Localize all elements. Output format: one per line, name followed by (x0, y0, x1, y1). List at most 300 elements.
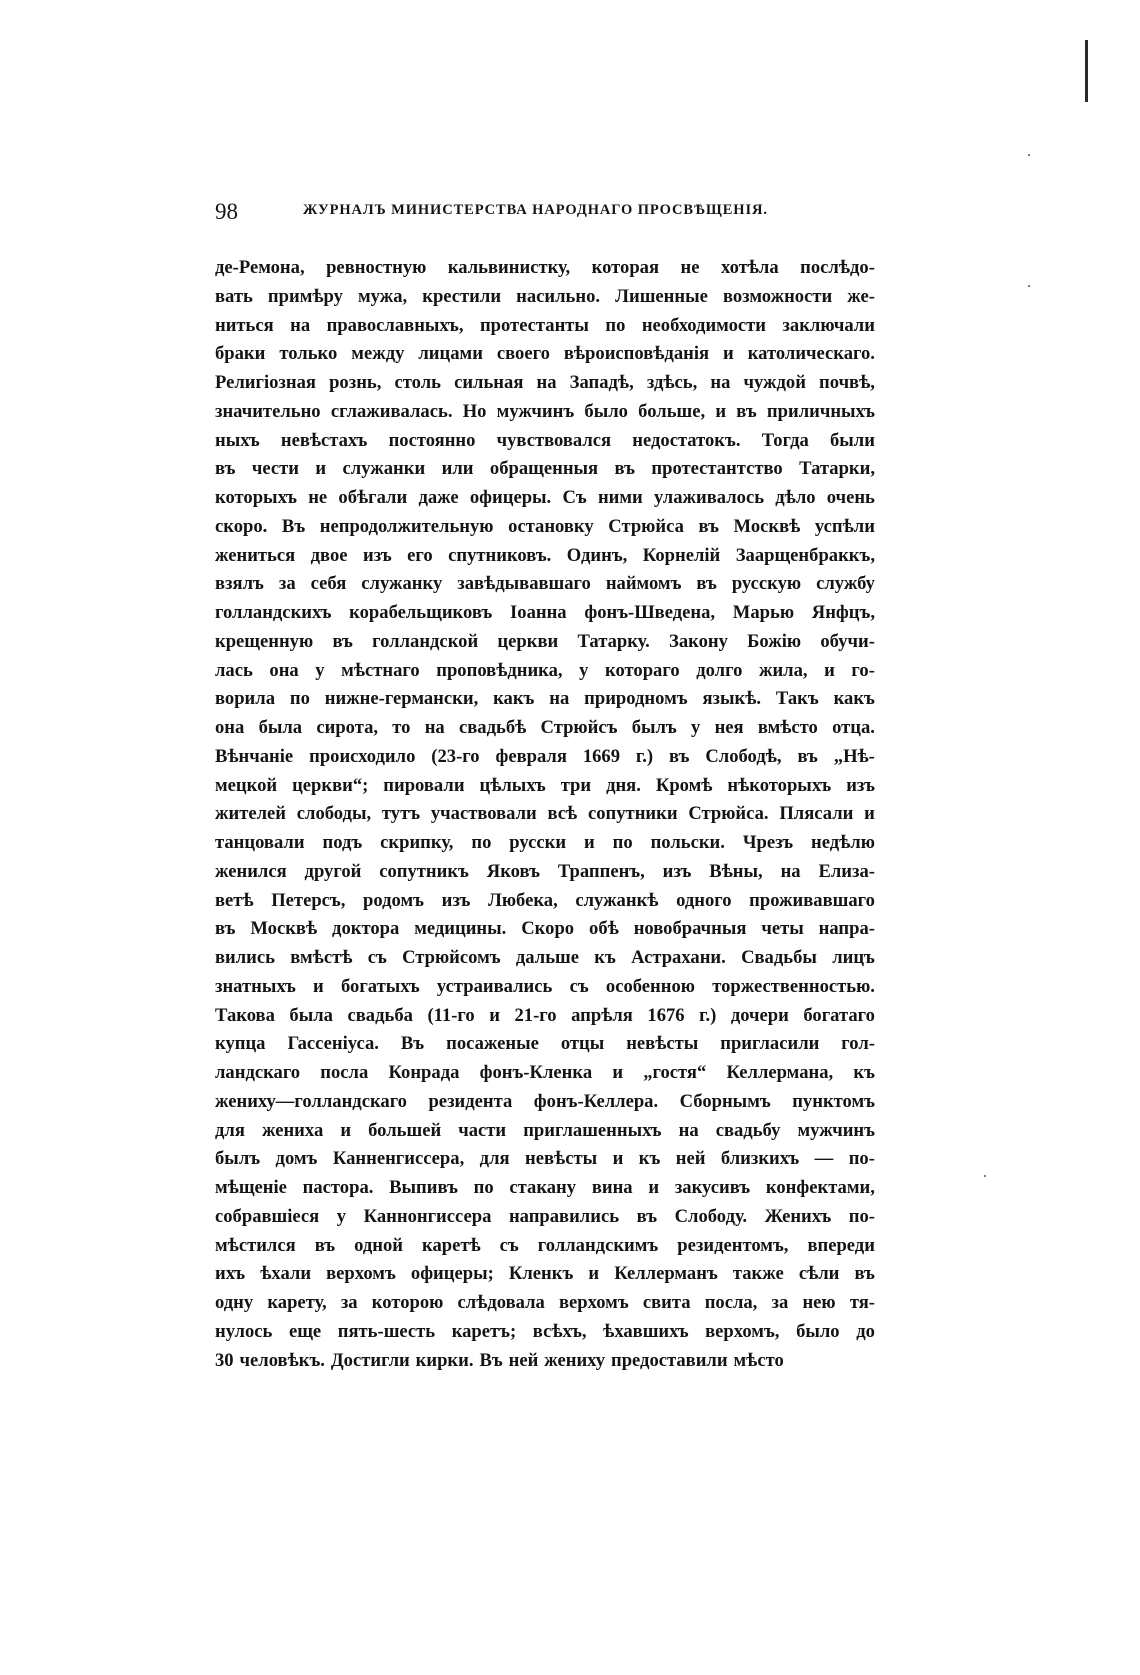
scan-edge-mark (1085, 40, 1088, 102)
word: предоставили (611, 1349, 728, 1371)
word: у (315, 659, 325, 681)
word: (23-го (431, 745, 480, 767)
word: вмѣстѣ (290, 947, 353, 968)
word: знатныхъ (215, 975, 296, 997)
word: завѣдывавшаго (457, 573, 591, 595)
word: спутниковъ. (448, 544, 552, 566)
word: Слободу. (674, 1205, 748, 1227)
word: Сборнымъ (679, 1090, 771, 1112)
text-line (215, 340, 875, 369)
word: Москвѣ (733, 515, 801, 537)
word: до (856, 1320, 875, 1342)
word: Стрюйса. (688, 803, 769, 825)
text-line (215, 254, 875, 283)
word: Божію (747, 630, 802, 652)
text-line (215, 1059, 875, 1088)
word: пять-шесть (337, 1320, 436, 1342)
word: Келлермана, (726, 1062, 834, 1083)
word: голландскимъ (537, 1234, 659, 1256)
word: домъ (275, 1148, 318, 1170)
word: февраля (495, 745, 567, 767)
text-line (215, 1145, 875, 1174)
word: больше, (638, 400, 706, 422)
word: же- (847, 285, 875, 307)
word: лицъ (832, 947, 875, 968)
word: скоро. (215, 515, 268, 537)
word: Стрюйсъ (540, 717, 618, 738)
word: чести (251, 458, 299, 480)
word: въ (736, 400, 757, 422)
text-line (215, 714, 875, 743)
word: карету, (267, 1292, 327, 1313)
word: и (489, 1004, 500, 1026)
word: даже (418, 487, 459, 508)
word: сопутникъ (379, 860, 469, 882)
word: скрипку, (380, 832, 454, 853)
word: католическаго. (747, 343, 875, 365)
text-line (215, 1347, 875, 1376)
word: обѣ (589, 918, 619, 940)
word: закусивъ (674, 1177, 751, 1198)
word: ныхъ (215, 429, 260, 451)
word: между (351, 343, 405, 365)
word: была (258, 717, 303, 738)
word: былъ (631, 717, 677, 738)
word: службу (816, 573, 875, 595)
word: служанку (361, 573, 443, 595)
word: Траппенъ, (557, 860, 645, 882)
word: протестанты (479, 314, 589, 336)
word: голландской (372, 630, 479, 652)
word: Плясали (779, 803, 854, 825)
text-line (215, 944, 875, 973)
word: „гостя“ (643, 1062, 707, 1083)
word: Въ (479, 1349, 503, 1371)
word: на (424, 717, 445, 738)
word: двое (310, 544, 348, 566)
word: Такова (215, 1004, 275, 1026)
word: мужчинъ (496, 400, 575, 422)
word: Москвѣ (250, 918, 318, 940)
text-line (215, 1088, 875, 1117)
word: цѣлыхъ (479, 774, 546, 796)
word: на (290, 314, 311, 336)
word: чувствовался (496, 429, 612, 451)
text-line (215, 283, 875, 312)
word: для (215, 1119, 245, 1141)
word: было (796, 1320, 840, 1342)
word: почвѣ, (819, 372, 875, 393)
word: на (678, 1119, 699, 1141)
word: долго (696, 659, 743, 681)
word: сопутники (588, 803, 678, 825)
text-line (215, 772, 875, 801)
word: ландскаго (215, 1062, 301, 1083)
word: лицами (418, 343, 483, 365)
word: въ (669, 745, 690, 767)
word: Яковъ (486, 860, 540, 882)
word: хотѣла (721, 257, 779, 278)
word: изъ (662, 860, 692, 882)
word: очень (826, 487, 875, 508)
word: и (340, 1119, 352, 1141)
text-line (215, 427, 875, 456)
word: нѣкоторыхъ (727, 774, 832, 796)
word: Любека, (487, 889, 558, 911)
word: и (583, 832, 595, 853)
word: отца. (832, 717, 875, 738)
word: тутъ (381, 803, 421, 825)
word: пастора. (302, 1177, 374, 1198)
word: здѣсь, (646, 372, 698, 393)
word: направились (508, 1205, 620, 1227)
word: лась (215, 659, 253, 681)
text-line (215, 1117, 875, 1146)
word: — (814, 1148, 834, 1170)
word: въ (696, 573, 717, 595)
word: пировали (383, 774, 465, 796)
word: Кромѣ (655, 774, 713, 796)
word: устраивались (436, 975, 553, 997)
body-text (215, 254, 875, 1375)
word: невѣсты (525, 1148, 598, 1170)
word: Кленкъ (508, 1263, 574, 1285)
word: по (605, 314, 626, 336)
text-line (215, 369, 875, 398)
word: дня. (606, 774, 641, 796)
word: Скоро (521, 918, 575, 940)
page-number: 98 (215, 199, 238, 224)
word: себя (310, 573, 347, 595)
word: нея (714, 717, 744, 738)
word: стакану (509, 1177, 577, 1198)
word: и (612, 1148, 624, 1170)
word: другой (304, 860, 362, 882)
word: Стрюйса (608, 515, 684, 537)
word: Религіозная (215, 372, 316, 393)
word: каретъ; (451, 1320, 517, 1342)
word: Въ (400, 1033, 425, 1055)
word: не (308, 487, 328, 508)
word: слѣдовала (457, 1292, 545, 1313)
text-line (215, 542, 875, 571)
word: г.) (635, 745, 654, 767)
word: она (269, 659, 299, 681)
word: нижне-германски, (324, 688, 479, 710)
word: верхомъ, (705, 1320, 780, 1342)
word: одной (354, 1234, 404, 1256)
text-line (215, 628, 875, 657)
word: Достигли (330, 1349, 410, 1371)
word: съ (367, 947, 387, 968)
word: проживавшаго (749, 889, 875, 911)
word: офицеры; (410, 1263, 494, 1285)
word: языкѣ. (702, 688, 762, 710)
word: впереди (807, 1234, 875, 1256)
scan-speck (984, 1175, 986, 1177)
word: въ (614, 458, 635, 480)
word: Одинъ, (566, 544, 628, 566)
text-line (215, 1203, 875, 1232)
running-head (215, 197, 875, 231)
word: кирки. (415, 1349, 474, 1371)
word: Канненгиссера, (332, 1148, 465, 1170)
word: къ (638, 1148, 661, 1170)
text-line (215, 858, 875, 887)
word: свадьбу (715, 1119, 781, 1141)
word: значительно (215, 400, 321, 422)
word: православныхъ, (326, 314, 464, 336)
word: и (588, 1263, 600, 1285)
word: Вѣны, (709, 860, 763, 882)
word: обращенныя (489, 458, 599, 480)
word: остановку (508, 515, 594, 537)
word: фонъ-Шведена, (584, 602, 716, 623)
word: сѣли (798, 1263, 840, 1285)
word: котораго (605, 659, 680, 681)
word: у (579, 659, 589, 681)
word: браки (215, 343, 266, 365)
word: вина (591, 1177, 633, 1198)
word: проповѣдника, (436, 659, 563, 681)
word: взялъ (215, 573, 264, 595)
word: Заарщенбраккъ, (735, 544, 875, 566)
word: отцы (560, 1033, 605, 1055)
word: столь (394, 372, 441, 393)
word: въ (698, 515, 719, 537)
word: посаженые (446, 1033, 539, 1055)
word: сирота, (316, 717, 379, 738)
word: ней (675, 1148, 706, 1170)
word: богатыхъ (340, 975, 420, 997)
word: фонъ-Келлера. (533, 1090, 659, 1112)
word: недостатокъ. (632, 429, 741, 451)
word: съ (499, 1234, 519, 1256)
word: жениху (544, 1349, 606, 1371)
word: собравшіеся (215, 1205, 320, 1227)
text-line (215, 1232, 875, 1261)
word: церкви“; (292, 774, 369, 796)
word: свита (642, 1292, 691, 1313)
word: крестили (422, 285, 502, 307)
word: вились (215, 947, 275, 968)
word: какъ (493, 688, 535, 710)
word: на (536, 372, 557, 393)
word: Такъ (775, 688, 819, 710)
word: для (479, 1148, 510, 1170)
word: доктора (332, 918, 400, 940)
word: изъ (362, 544, 392, 566)
word: ѣхавшихъ (603, 1320, 689, 1342)
word: улаживалось (653, 487, 765, 508)
text-line (215, 312, 875, 341)
word: еще (288, 1320, 322, 1342)
word: Слободѣ, (705, 745, 782, 767)
text-line (215, 455, 875, 484)
word: недѣлю (811, 832, 875, 853)
word: его (407, 544, 433, 566)
word: де-Ремона, (215, 257, 305, 278)
word: на (549, 688, 570, 710)
word: было (584, 400, 628, 422)
word: мѣстился (215, 1234, 296, 1256)
word: офицеры. (469, 487, 552, 508)
word: непродолжительную (319, 515, 494, 537)
word: жениху—голландскаго (215, 1090, 407, 1112)
word: то (392, 717, 411, 738)
word: приличныхъ (766, 400, 875, 422)
word: Татарки, (799, 458, 875, 480)
word: Петерсъ, (271, 889, 346, 911)
text-line (215, 657, 875, 686)
word: кальвинистку, (447, 257, 571, 278)
word: Вѣнчаніе (215, 745, 294, 767)
word: по (289, 688, 310, 710)
word: изъ (441, 889, 471, 911)
word: дѣло (775, 487, 816, 508)
text-line (215, 599, 875, 628)
word: мѣщеніе (215, 1177, 287, 1198)
word: Западѣ, (569, 372, 634, 393)
word: по- (848, 1205, 875, 1227)
text-line (215, 829, 875, 858)
word: успѣли (814, 515, 875, 537)
word: Конрада (388, 1062, 460, 1083)
text-line (215, 743, 875, 772)
word: жила, (758, 659, 808, 681)
word: тя- (849, 1292, 875, 1313)
word: родомъ (363, 889, 424, 911)
word: были (829, 429, 875, 451)
word: въ (636, 1205, 658, 1227)
word: Лишенные (615, 285, 708, 307)
word: торжественностью. (712, 975, 875, 997)
text-line (215, 887, 875, 916)
word: дальше (515, 947, 579, 968)
word: три (560, 774, 592, 796)
word: богатаго (803, 1004, 875, 1026)
word: былъ (215, 1148, 261, 1170)
text-line (215, 398, 875, 427)
text-line (215, 1002, 875, 1031)
word: 21-го (514, 1004, 557, 1026)
word: у (691, 717, 701, 738)
word: Келлерманъ (614, 1263, 718, 1285)
word: резидента (428, 1090, 513, 1112)
word: Гассеніуса. (287, 1033, 379, 1055)
word: медицины. (414, 918, 507, 940)
word: обѣгали (338, 487, 408, 508)
text-line (215, 484, 875, 513)
word: близкихъ (720, 1148, 800, 1170)
word: за (278, 573, 296, 595)
word: природномъ (584, 688, 688, 710)
word: по- (848, 1148, 875, 1170)
word: она (215, 717, 245, 738)
word: и (313, 975, 324, 997)
word: большей (368, 1119, 442, 1141)
text-line (215, 800, 875, 829)
word: заключали (782, 314, 875, 336)
word: не (680, 257, 700, 278)
word: какъ (833, 688, 875, 710)
scan-speck (1028, 285, 1030, 287)
word: части (458, 1119, 507, 1141)
word: сильная (454, 372, 524, 393)
text-line (215, 915, 875, 944)
word: также (732, 1263, 784, 1285)
word: крещенную (215, 630, 314, 652)
text-line (215, 1260, 875, 1289)
word: Марью (732, 602, 795, 623)
word: всѣ (547, 803, 578, 825)
word: танцовали (215, 832, 305, 853)
word: верхомъ (326, 1263, 396, 1285)
word: одного (676, 889, 732, 911)
word: изъ (846, 774, 875, 796)
word: Татарку. (577, 630, 650, 652)
word: обучи- (820, 630, 875, 652)
word: слободы, (296, 803, 372, 825)
word: невѣсты (626, 1033, 699, 1055)
word: голландскихъ (215, 602, 332, 623)
word: жителей (215, 803, 286, 825)
word: Тогда (761, 429, 809, 451)
word: вмѣсто (757, 717, 818, 738)
word: польски. (650, 832, 725, 853)
word: 1676 (647, 1004, 685, 1026)
word: Свадьбы (741, 947, 817, 968)
word: верхомъ (559, 1292, 629, 1313)
word: всѣхъ, (532, 1320, 587, 1342)
word: служанкѣ (575, 889, 659, 911)
word: и (864, 803, 875, 825)
word: Стрюйсомъ (402, 947, 501, 968)
word: и (612, 1062, 624, 1083)
word: ними (597, 487, 643, 508)
word: участвовали (430, 803, 537, 825)
word: посла, (704, 1292, 758, 1313)
text-line (215, 1318, 875, 1347)
word: въ (215, 918, 236, 940)
word: Въ (281, 515, 306, 537)
word: особенною (605, 975, 695, 997)
word: Астрахани. (631, 947, 726, 968)
word: ней (508, 1349, 539, 1371)
word: Женихъ (764, 1205, 832, 1227)
word: женился (215, 860, 287, 882)
word: на (780, 860, 801, 882)
word: апрѣля (571, 1004, 633, 1026)
word: наймомъ (605, 573, 682, 595)
word: Іоанна (510, 602, 567, 623)
word: резидентомъ, (677, 1234, 789, 1256)
word: вѣроисповѣданія (563, 343, 710, 365)
journal-title: ЖУРНАЛЪ МИНИСТЕРСТВА НАРОДНАГО ПРОСВѢЩЕНІЯ. (303, 202, 768, 218)
word: каретѣ (422, 1234, 481, 1256)
text-line (215, 513, 875, 542)
word: пригласили (720, 1033, 820, 1055)
scan-speck (1028, 154, 1030, 156)
word: невѣстахъ (280, 429, 368, 451)
word: мужчинъ (797, 1119, 875, 1141)
word: и (315, 458, 327, 480)
word: новобрачныя (633, 918, 747, 940)
word: по (473, 1177, 494, 1198)
word: гол- (841, 1033, 875, 1055)
word: дочери (730, 1004, 789, 1026)
word: Корнелій (642, 544, 721, 566)
